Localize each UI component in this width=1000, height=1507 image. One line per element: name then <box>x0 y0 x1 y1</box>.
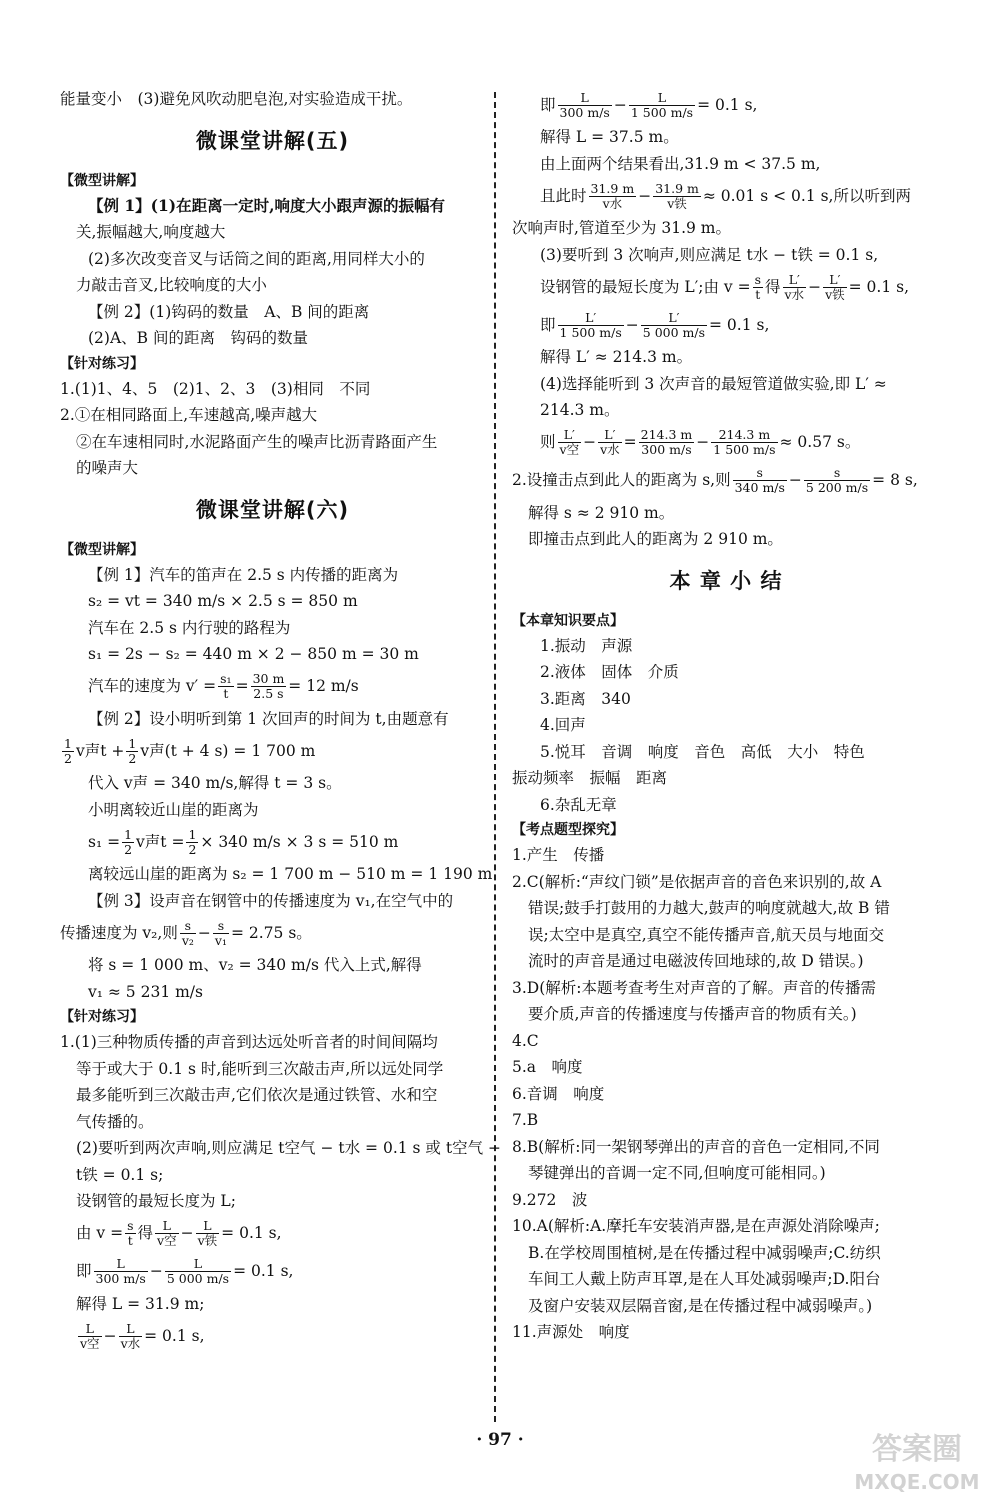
denominator: 300 m/s <box>559 104 610 120</box>
equation-line <box>512 86 940 124</box>
section-tag: 【针对练习】 <box>60 1009 144 1025</box>
text-line: 离较远山崖的距离为 s₂ = 1 700 m − 510 m = 1 190 m <box>88 865 493 883</box>
denominator: v空 <box>80 1335 100 1351</box>
fraction <box>753 273 763 302</box>
equation-text: ≈ 0.01 s < 0.1 s,所以听到两 <box>702 186 911 205</box>
numerator: L <box>558 91 612 106</box>
text-line: (4)选择能听到 3 次声音的最短管道做实验,即 L′ ≈ <box>540 374 887 393</box>
list-item: 8.B(解析:同一架钢琴弹出的声音的音色一定相同,不同 <box>512 1137 880 1156</box>
svg-text:MXQE.COM: MXQE.COM <box>854 1470 980 1494</box>
text-line: 关,振幅越大,响度越大 <box>76 223 226 241</box>
text-line: ②在车速相同时,水泥路面产生的噪声比沥青路面产生 <box>76 432 438 451</box>
denominator: v₁ <box>214 932 227 948</box>
text-line: 【例 1】(1)在距离一定时,响度大小跟声源的振幅有 <box>88 195 446 215</box>
equation-text: s₁ = <box>88 832 121 851</box>
numerator: L <box>119 1322 143 1337</box>
numerator: 31.9 m <box>655 180 699 196</box>
numerator: 1 <box>64 735 72 751</box>
fraction <box>641 311 707 340</box>
numerator: L′ <box>558 428 582 443</box>
text-line: 车间工人戴上防声耳罩,是在人耳处减弱噪声;D.阳台 <box>528 1270 881 1288</box>
text-line: 解得 L′ ≈ 214.3 m。 <box>540 348 693 366</box>
denominator: 300 m/s <box>641 442 692 457</box>
equation-text: = 0.1 s, <box>709 315 770 334</box>
denominator: v水 <box>120 1335 141 1351</box>
text-line: 2.①在相同路面上,车速越高,噪声越大 <box>60 406 318 424</box>
text-line: 错误;鼓手打鼓用的力越大,鼓声的响度就越大,故 B 错 <box>528 899 890 917</box>
text-line: (3)要听到 3 次响声,则应满足 t水 − t铁 = 0.1 s, <box>540 245 879 264</box>
denominator: v空 <box>157 1233 177 1248</box>
denominator: 2 <box>64 750 72 766</box>
minus-sign: − <box>638 186 652 205</box>
text-line: 1.(1)1、4、5 (2)1、2、3 (3)相同 不同 <box>60 379 371 398</box>
numerator: s <box>804 466 870 481</box>
fraction <box>125 1219 135 1248</box>
fraction <box>558 428 582 457</box>
text-line: (2)要听到两次声响,则应满足 t空气 − t水 = 0.1 s 或 t空气 − <box>76 1139 501 1157</box>
watermark-logo <box>842 1421 992 1501</box>
list-item: 9.272 波 <box>512 1190 588 1209</box>
equation-text: 且此时 <box>540 186 587 205</box>
numerator: L <box>155 1219 179 1234</box>
text-line: 流时的声音是通过电磁波传回地球的,故 D 错误。) <box>528 952 864 970</box>
section-tag: 【本章知识要点】 <box>512 612 624 629</box>
numerator: 1 <box>124 826 133 842</box>
denominator: v水 <box>602 195 623 211</box>
text-line: 能量变小 (3)避免风吹动肥皂泡,对实验造成干扰。 <box>60 90 413 108</box>
denominator: v₂ <box>181 932 194 948</box>
text-line: 要介质,声音的传播速度与传播声音的物质有关。) <box>528 1005 857 1023</box>
denominator: 300 m/s <box>95 1271 146 1286</box>
list-item: 6.杂乱无章 <box>540 795 617 814</box>
equation-line <box>512 268 940 306</box>
equation-text: 得 <box>137 1224 154 1243</box>
denominator: 2 <box>128 750 137 766</box>
numerator: 31.9 m <box>590 180 635 196</box>
fraction <box>251 672 287 701</box>
list-item: 1.产生 传播 <box>512 846 605 864</box>
equation-text: = 0.1 s, <box>233 1262 294 1281</box>
text-line: t铁 = 0.1 s; <box>76 1165 164 1184</box>
list-item: 6.音调 响度 <box>512 1084 605 1103</box>
numerator: L′ <box>641 311 707 326</box>
numerator: s <box>180 919 196 934</box>
list-item: 振动频率 振幅 距离 <box>512 769 668 787</box>
fraction <box>119 1322 143 1351</box>
equation-text: 汽车的速度为 v′ = <box>88 677 217 696</box>
text-line: 汽车在 2.5 s 内行驶的路程为 <box>88 618 291 637</box>
denominator: t <box>223 686 229 701</box>
section-title: 本 章 小 结 <box>669 568 783 593</box>
equation-text: = 0.1 s, <box>848 277 909 296</box>
text-line: 【例 1】汽车的笛声在 2.5 s 内传播的距离为 <box>88 565 399 584</box>
equation-text: v声(t + 4 s) = 1 700 m <box>140 741 316 760</box>
text-line: 解得 s ≈ 2 910 m。 <box>528 503 675 522</box>
equation-line: s₁ = 2s − s₂ = 440 m × 2 − 850 m = 30 m <box>88 645 419 663</box>
equation-text: ≈ 0.57 s。 <box>779 433 861 452</box>
denominator: v水 <box>784 286 805 302</box>
list-item: 2.C(解析:“声纹门锁”是依据声音的音色来识别的,故 A <box>512 872 882 891</box>
fraction <box>94 1257 148 1286</box>
fraction <box>558 91 612 120</box>
minus-sign: − <box>696 433 710 452</box>
numerator: s <box>213 919 229 934</box>
text-line: 最多能听到三次敲击声,它们依次是通过铁管、水和空 <box>76 1086 438 1104</box>
denominator: v铁 <box>825 286 845 302</box>
text-line: 次响声时,管道至少为 31.9 m。 <box>512 219 731 237</box>
denominator: 1 500 m/s <box>630 104 694 120</box>
text-line: 【例 2】设小明听到第 1 次回声的时间为 t,由题意有 <box>88 709 449 728</box>
equation-line <box>512 424 940 462</box>
equation-line <box>60 914 485 952</box>
denominator: v水 <box>600 442 620 457</box>
equation-line: v₁ ≈ 5 231 m/s <box>88 982 203 1001</box>
fraction <box>155 1219 179 1248</box>
fraction <box>213 919 229 948</box>
list-item: 3.距离 340 <box>540 689 631 708</box>
section-tag: 【微型讲解】 <box>60 541 144 558</box>
text-line: 等于或大于 0.1 s 时,能听到三次敲击声,所以远处同学 <box>76 1059 444 1078</box>
minus-sign: − <box>180 1224 194 1243</box>
numerator: L′ <box>783 273 807 288</box>
numerator: L <box>629 91 695 106</box>
denominator: 2 <box>124 841 133 857</box>
fraction <box>589 182 637 211</box>
section-tag: 【考点题型探究】 <box>512 822 624 838</box>
numerator: s <box>754 271 761 287</box>
text-line: 解得 L = 31.9 m; <box>76 1294 205 1313</box>
equation-line <box>512 306 940 344</box>
list-item: 7.B <box>512 1111 539 1129</box>
fraction <box>804 466 870 495</box>
equation-text: 由 v = <box>76 1224 124 1243</box>
text-line: 小明离较近山崖的距离为 <box>88 800 259 819</box>
fraction <box>180 919 196 948</box>
list-item: 4.C <box>512 1031 539 1050</box>
fraction <box>653 182 701 211</box>
numerator: L <box>94 1257 148 1272</box>
text-line: (2)多次改变音叉与话筒之间的距离,用同样大小的 <box>88 249 425 268</box>
numerator: L′ <box>823 273 847 288</box>
numerator: s₁ <box>220 671 232 686</box>
right-column <box>512 86 940 1346</box>
denominator: 5 000 m/s <box>642 324 706 340</box>
fraction <box>126 737 138 766</box>
page-number: · 97 · <box>476 1430 524 1450</box>
numerator: 214.3 m <box>640 427 693 442</box>
left-column <box>60 86 501 1355</box>
text-line: 代入 v声 = 340 m/s,解得 t = 3 s。 <box>88 774 342 792</box>
equation-line <box>60 1317 485 1355</box>
text-line: 【例 3】设声音在钢管中的传播速度为 v₁,在空气中的 <box>88 891 454 910</box>
list-item: 5.a 响度 <box>512 1058 583 1076</box>
minus-sign: − <box>788 471 802 490</box>
text-line: 214.3 m。 <box>540 401 620 419</box>
equation-text: = 0.1 s, <box>221 1224 282 1243</box>
equation-text: = 12 m/s <box>288 677 359 696</box>
numerator: 30 m <box>252 671 285 686</box>
fraction <box>783 273 807 302</box>
equation-line: s₂ = vt = 340 m/s × 2.5 s = 850 m <box>88 592 358 610</box>
list-item: 3.D(解析:本题考查考生对声音的了解。声音的传播需 <box>512 978 876 997</box>
denominator: t <box>755 286 761 302</box>
section-title: 微课堂讲解(六) <box>195 497 350 522</box>
text-line: 设钢管的最短长度为 L; <box>76 1192 236 1210</box>
denominator: 1 500 m/s <box>713 442 776 457</box>
denominator: 2 <box>188 841 197 857</box>
equation-text: 传播速度为 v₂,则 <box>60 923 178 942</box>
column-divider <box>494 92 496 1422</box>
fraction <box>629 91 695 120</box>
equals-sign: = <box>235 677 249 696</box>
text-line: 解得 L = 37.5 m。 <box>540 128 679 146</box>
list-item: 10.A(解析:A.摩托车安装消声器,是在声源处消除噪声; <box>512 1217 880 1235</box>
minus-sign: − <box>197 923 211 942</box>
equals-sign: = <box>623 433 637 452</box>
fraction <box>78 1322 102 1351</box>
numerator: L <box>165 1257 231 1272</box>
equation-line <box>60 1253 485 1291</box>
denominator: 1 500 m/s <box>559 324 622 340</box>
equation-line <box>512 462 940 500</box>
minus-sign: − <box>808 277 822 296</box>
numerator: 1 <box>188 826 197 842</box>
denominator: v铁 <box>197 1233 218 1248</box>
equation-text: = 0.1 s, <box>144 1326 205 1345</box>
text-line: 由上面两个结果看出,31.9 m < 37.5 m, <box>540 154 821 173</box>
equation-text: v声t = <box>136 832 185 851</box>
fraction <box>186 828 198 857</box>
equation-line <box>60 823 485 861</box>
fraction <box>711 428 777 457</box>
fraction <box>165 1257 231 1286</box>
equation-text: = 2.75 s。 <box>230 923 312 942</box>
fraction <box>196 1219 220 1248</box>
numerator: 214.3 m <box>711 428 777 443</box>
minus-sign: − <box>103 1326 117 1345</box>
minus-sign: − <box>625 315 639 334</box>
numerator: L <box>78 1322 102 1337</box>
fraction <box>598 428 622 457</box>
equation-text: 即 <box>76 1262 92 1281</box>
text-line: 琴键弹出的音调一定不同,但响度可能相同。) <box>528 1164 826 1182</box>
denominator: 5 000 m/s <box>166 1271 230 1286</box>
equation-text: 2.设撞击点到此人的距离为 s,则 <box>512 471 731 490</box>
equation-text: v声t + <box>75 741 125 760</box>
text-line: 将 s = 1 000 m、v₂ = 340 m/s 代入上式,解得 <box>88 956 422 974</box>
section-tag: 【针对练习】 <box>60 355 144 372</box>
equation-text: 设钢管的最短长度为 L′;由 v = <box>540 277 751 296</box>
numerator: s <box>127 1218 134 1233</box>
text-line: 气传播的。 <box>76 1112 154 1131</box>
denominator: v铁 <box>667 195 687 211</box>
section-title: 微课堂讲解(五) <box>195 128 350 153</box>
text-line: 即撞击点到此人的距离为 2 910 m。 <box>528 530 783 548</box>
equation-text: 得 <box>764 277 781 296</box>
fraction <box>558 311 624 340</box>
denominator: v空 <box>559 442 580 457</box>
text-line: 的噪声大 <box>76 459 139 477</box>
text-line: 【例 2】(1)钩码的数量 A、B 间的距离 <box>88 302 370 321</box>
fraction <box>62 737 74 766</box>
denominator: 5 200 m/s <box>805 480 869 495</box>
equation-text: = 0.1 s, <box>697 95 758 114</box>
equation-text: 则 <box>540 433 556 452</box>
numerator: L′ <box>558 311 624 326</box>
text-line: B.在学校周围植树,是在传播过程中减弱噪声;C.纺织 <box>528 1243 881 1262</box>
text-line: 1.(1)三种物质传播的声音到达远处听音者的时间间隔均 <box>60 1033 438 1051</box>
list-item: 2.液体 固体 介质 <box>540 663 679 681</box>
equation-text: 即 <box>540 315 556 334</box>
numerator: 1 <box>128 735 137 751</box>
equation-text: 即 <box>540 95 556 114</box>
equation-text: × 340 m/s × 3 s = 510 m <box>200 832 399 851</box>
equation-line <box>60 732 485 770</box>
numerator: L′ <box>598 428 622 443</box>
minus-sign: − <box>583 433 597 452</box>
denominator: 2.5 s <box>253 686 284 701</box>
svg-text:答案圈: 答案圈 <box>872 1432 962 1467</box>
equation-line <box>60 668 485 706</box>
text-line: 误;太空中是真空,真空不能传播声音,航天员与地面交 <box>528 925 885 944</box>
section-tag: 【微型讲解】 <box>60 172 144 189</box>
minus-sign: − <box>613 95 627 114</box>
list-item: 1.振动 声源 <box>540 636 633 655</box>
list-item: 5.悦耳 音调 响度 音色 高低 大小 特色 <box>540 742 865 761</box>
list-item: 4.回声 <box>540 716 586 734</box>
text-line: (2)A、B 间的距离 钩码的数量 <box>88 329 308 347</box>
equation-line <box>60 1215 485 1253</box>
equation-line <box>512 177 940 215</box>
minus-sign: − <box>149 1262 163 1281</box>
numerator: s <box>733 466 787 481</box>
list-item: 11.声源处 响度 <box>512 1323 630 1341</box>
fraction <box>122 828 134 857</box>
denominator: 340 m/s <box>734 480 785 495</box>
denominator: t <box>127 1233 133 1248</box>
fraction <box>639 428 695 457</box>
text-line: 力敲击音叉,比较响度的大小 <box>76 276 267 294</box>
fraction <box>218 672 233 701</box>
equation-text: = 8 s, <box>872 471 918 490</box>
numerator: L <box>196 1219 220 1234</box>
fraction <box>823 273 847 302</box>
fraction <box>733 466 787 495</box>
text-line: 及窗户安装双层隔音窗,是在传播过程中减弱噪声。) <box>528 1296 873 1315</box>
